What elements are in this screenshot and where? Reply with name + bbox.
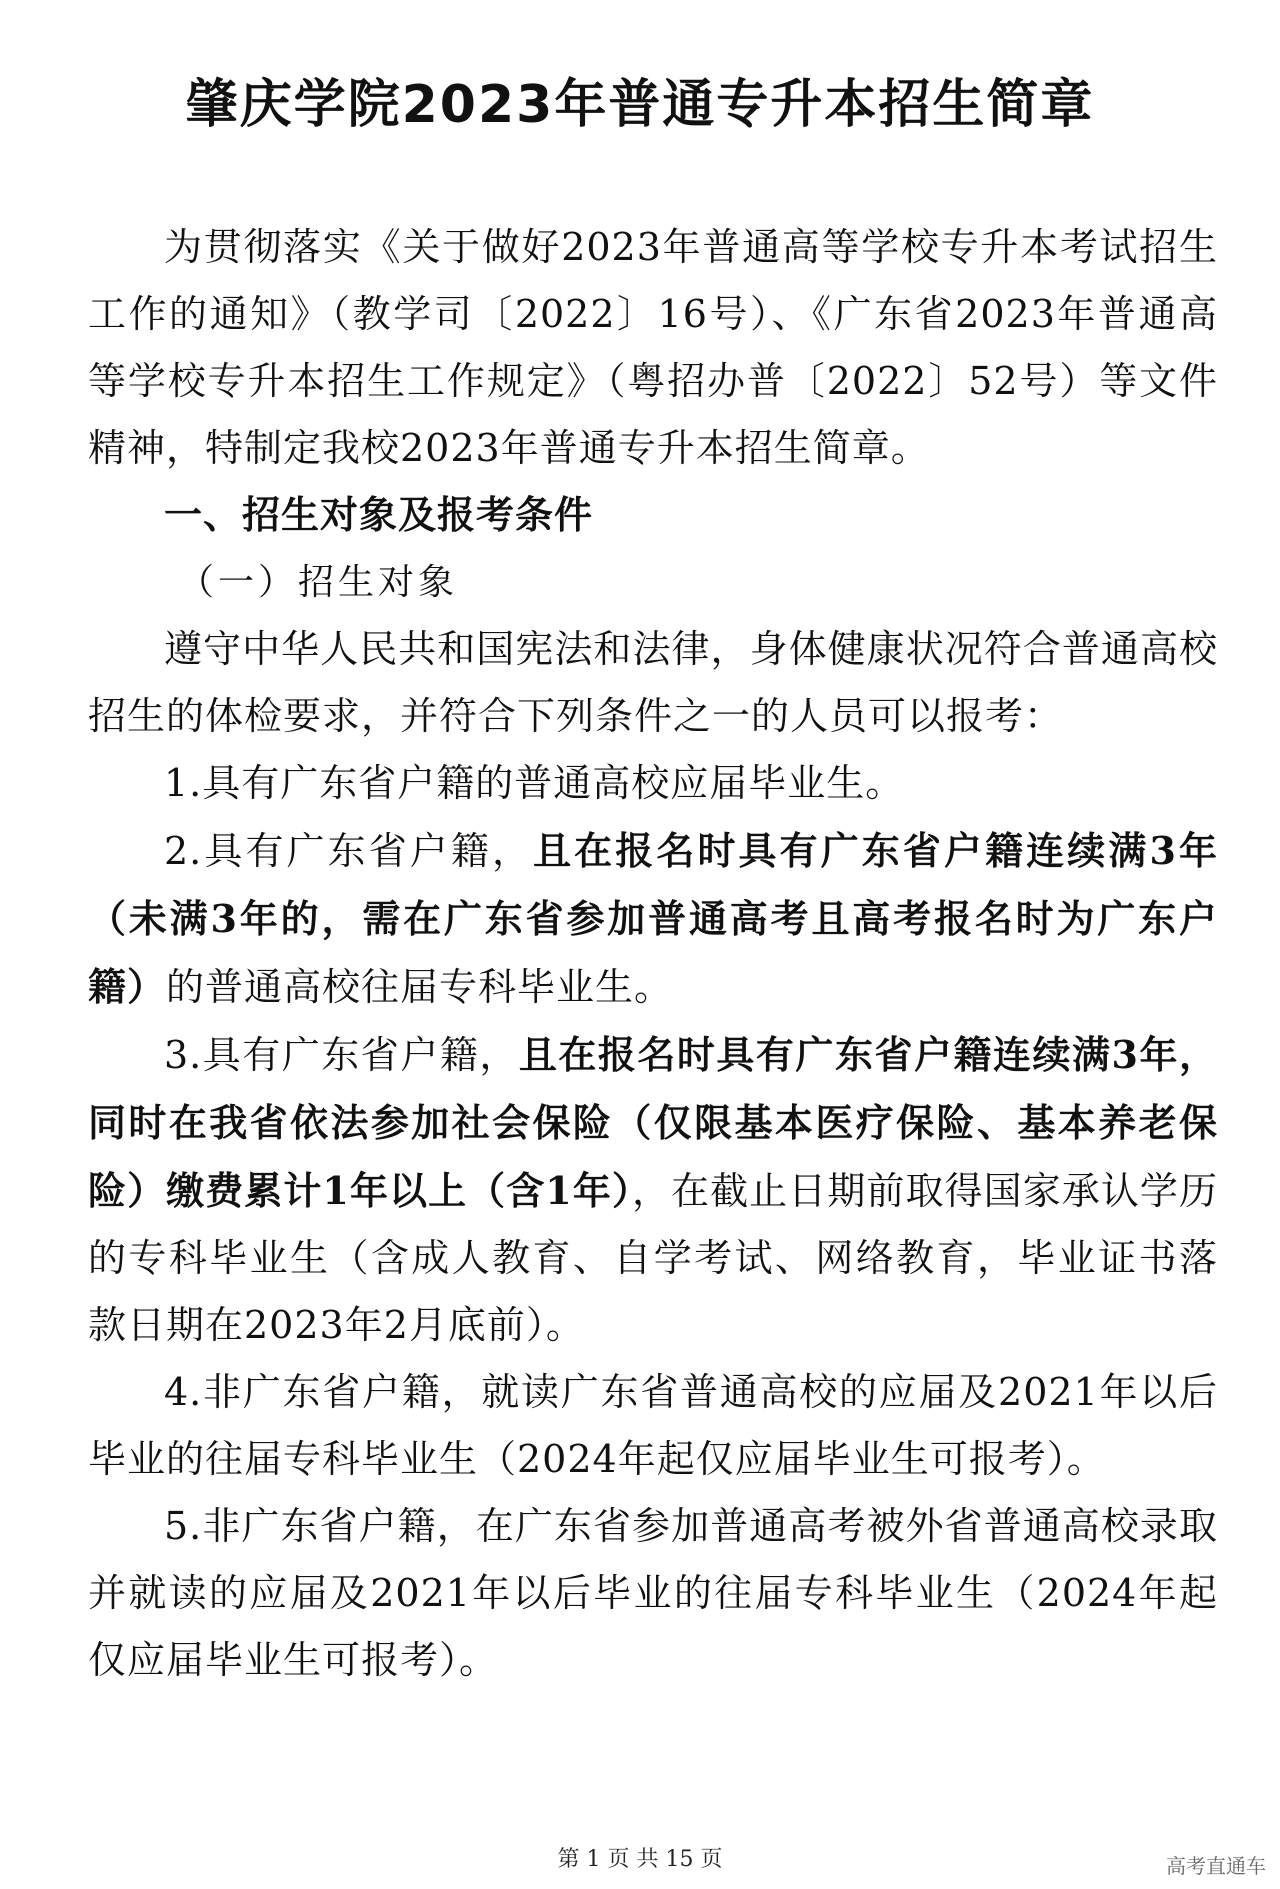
intro-paragraph: 为贯彻落实《关于做好2023年普通高等学校专升本考试招生工作的通知》（教学司〔2022〕16号）、《广东省2023年普通高等学校专升本招生工作规定》（粤招办普〔2022〕52号）等文件精神，特制定我校2023年普通专升本招生简章。	[88, 225, 1218, 470]
condition-item-3-tail: ，在截止日期前取得国家承认学历的专科毕业生（含成人教育、自学考试、网络教育，毕业证书落款日期在2023年2月底前）。	[88, 1169, 1218, 1347]
document-body	[88, 214, 1218, 1694]
condition-item-2-lead: 2.具有广东省户籍，	[164, 829, 534, 873]
condition-item-3	[88, 1021, 1218, 1359]
condition-item-2-bold: 且在报名时具有广东省户籍连续满3年（未满3年的，需在广东省参加普通高考且高考报名时为广东户籍）	[88, 828, 1218, 1009]
general-requirements-paragraph: 遵守中华人民共和国宪法和法律，身体健康状况符合普通高校招生的体检要求，并符合下列条件之一的人员可以报考：	[88, 627, 1218, 738]
section-heading: 一、招生对象及报考条件	[164, 493, 594, 537]
condition-item-3-lead: 3.具有广东省户籍，	[164, 1033, 519, 1077]
subsection-heading: （一）招生对象	[178, 562, 459, 603]
page-title: 肇庆学院2023年普通专升本招生简章	[185, 75, 1095, 135]
condition-item-4: 4.非广东省户籍，就读广东省普通高校的应届及2021年以后毕业的往届专科毕业生（2024年起仅应届毕业生可报考）。	[88, 1370, 1218, 1481]
page-number-footer: 第 1 页 共 15 页	[557, 1847, 723, 1872]
watermark-text: 高考直通车	[1166, 1854, 1266, 1878]
condition-item-3-bold: 且在报名时具有广东省户籍连续满3年，同时在我省依法参加社会保险（仅限基本医疗保险、基本养老保险）缴费累计1年以上（含1年）	[88, 1032, 1218, 1213]
condition-item-2-tail: 的普通高校往届专科毕业生。	[166, 965, 674, 1009]
condition-item-2	[88, 817, 1218, 1021]
condition-item-5: 5.非广东省户籍，在广东省参加普通高考被外省普通高校录取并就读的应届及2021年以后毕业的往届专科毕业生（2024年起仅应届毕业生可报考）。	[88, 1504, 1218, 1682]
condition-item-1: 1.具有广东省户籍的普通高校应届毕业生。	[164, 761, 905, 805]
